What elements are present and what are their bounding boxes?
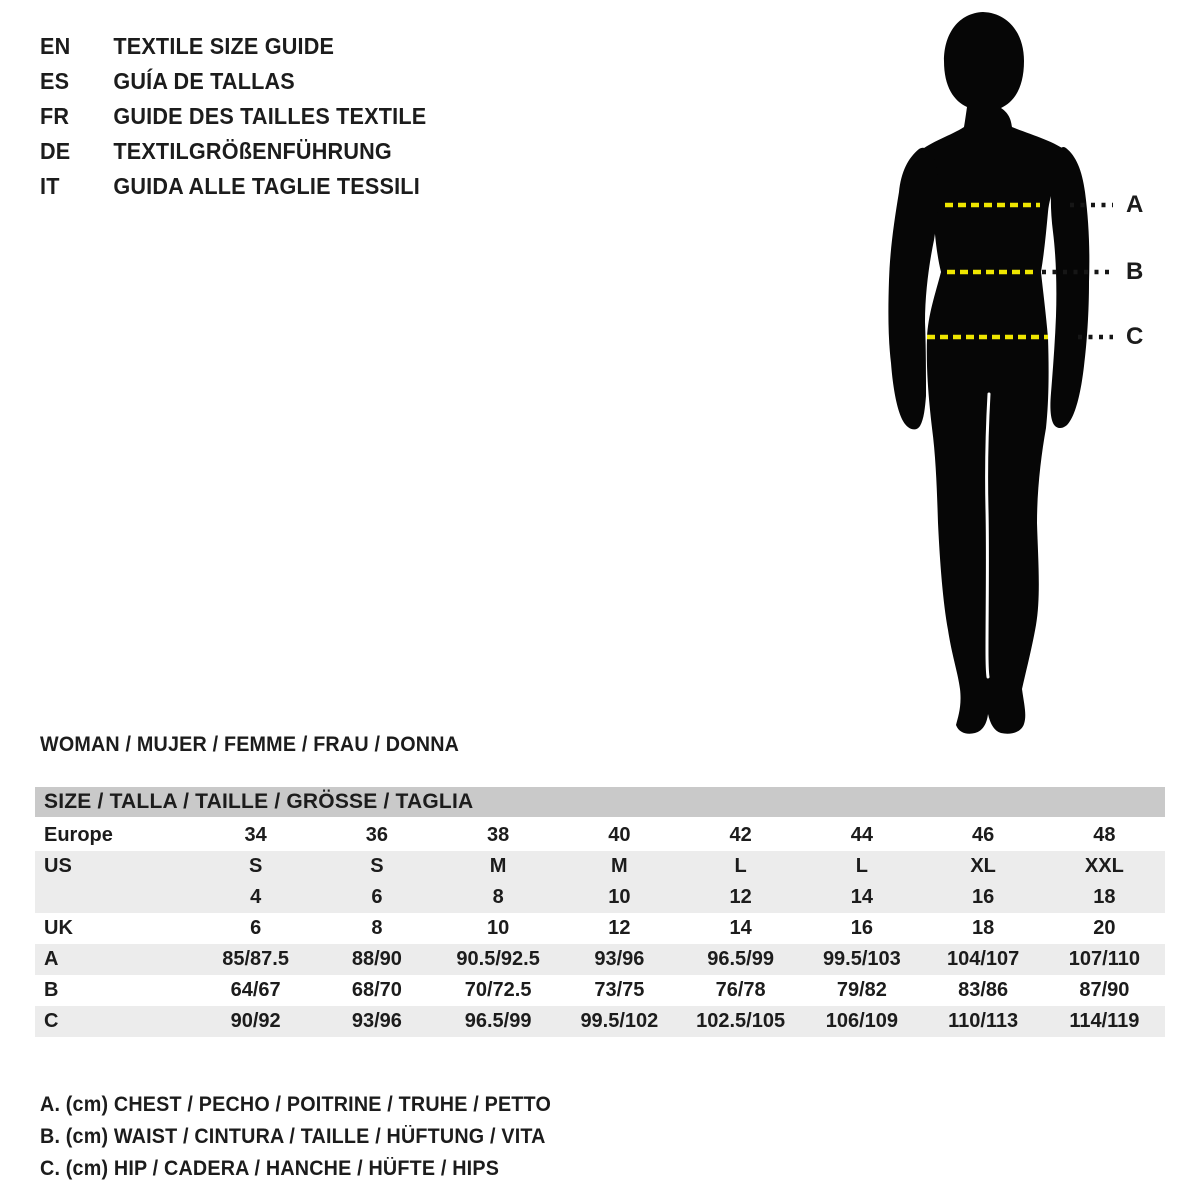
silhouette-right-arm (1050, 147, 1089, 428)
language-row (40, 64, 426, 99)
size-cell: 8 (492, 886, 504, 908)
size-cell: 87/90 (1079, 979, 1130, 1001)
language-title: GUIDE DES TAILLES TEXTILE (113, 103, 427, 129)
language-title-block (40, 29, 451, 204)
size-cell: 16 (850, 917, 873, 939)
table-header: SIZE / TALLA / TAILLE / GRÖSSE / TAGLIA (35, 787, 1165, 817)
size-cell: S (370, 855, 384, 877)
size-cell: 90/92 (230, 1010, 281, 1032)
size-cell: 83/86 (958, 979, 1009, 1001)
language-code: ES (40, 68, 70, 94)
size-cell: 96.5/99 (707, 948, 774, 970)
language-code: DE (40, 138, 71, 164)
size-cell: 96.5/99 (464, 1010, 532, 1032)
table-row (35, 820, 1165, 851)
section-title: WOMAN / MUJER / FEMME / FRAU / DONNA (40, 733, 460, 756)
language-title: TEXTILGRÖßENFÜHRUNG (113, 138, 392, 164)
row-label: Europe (44, 824, 113, 846)
size-cell: 42 (729, 824, 752, 846)
size-cell: 46 (972, 824, 995, 846)
marker-label-hip: C (1126, 323, 1144, 350)
size-cell: 16 (972, 886, 995, 908)
size-cell: M (489, 855, 507, 877)
size-cell: 107/110 (1068, 948, 1140, 970)
size-cell: 6 (250, 917, 262, 939)
size-cell: 102.5/105 (696, 1010, 786, 1032)
size-cell: 6 (371, 886, 383, 908)
size-cell: 110/113 (948, 1010, 1019, 1032)
measurement-legend (40, 1089, 584, 1185)
size-cell: 88/90 (351, 948, 402, 970)
size-cell: 106/109 (825, 1010, 899, 1032)
table-row (35, 851, 1165, 882)
size-cell: 4 (250, 886, 262, 908)
size-cell: 8 (371, 917, 383, 939)
row-label: C (44, 1010, 59, 1032)
size-cell: 18 (1093, 886, 1116, 908)
size-cell: 85/87.5 (222, 948, 289, 970)
language-title: GUÍA DE TALLAS (113, 68, 295, 94)
size-cell: 10 (608, 886, 631, 908)
size-cell: L (734, 855, 747, 877)
size-cell: 93/96 (351, 1010, 402, 1032)
row-label (35, 882, 195, 913)
size-cell: 114/119 (1069, 1010, 1140, 1032)
size-cell: 48 (1093, 824, 1116, 846)
size-cell: 34 (244, 824, 267, 846)
table-row (35, 944, 1165, 975)
size-cell: XXL (1084, 855, 1124, 877)
size-cell: 18 (972, 917, 995, 939)
row-label: US (44, 855, 72, 877)
table-row (35, 913, 1165, 944)
size-cell: 70/72.5 (464, 979, 532, 1001)
row-label: UK (44, 917, 73, 939)
language-row (40, 99, 426, 134)
size-cell: 36 (365, 824, 388, 846)
language-title: GUIDA ALLE TAGLIE TESSILI (113, 173, 420, 199)
language-code: FR (40, 103, 70, 129)
size-cell: 93/96 (594, 948, 645, 970)
marker-label-chest: A (1126, 191, 1144, 218)
size-cell: L (855, 855, 868, 877)
language-row (40, 169, 426, 204)
size-cell: 68/70 (351, 979, 402, 1001)
marker-label-waist: B (1126, 258, 1144, 285)
size-cell: 99.5/103 (822, 948, 901, 970)
size-table (35, 787, 1165, 1037)
size-cell: 12 (729, 886, 752, 908)
size-cell: 64/67 (230, 979, 281, 1001)
size-cell: 79/82 (836, 979, 887, 1001)
silhouette-body (919, 12, 1068, 734)
size-cell: 90.5/92.5 (456, 948, 540, 970)
size-cell: S (248, 855, 263, 877)
table-row (35, 975, 1165, 1006)
size-cell: 12 (608, 917, 631, 939)
size-cell: M (611, 855, 628, 877)
size-cell: 76/78 (715, 979, 766, 1001)
size-cell: 73/75 (594, 979, 645, 1001)
legend-line-waist: B. (cm) WAIST / CINTURA / TAILLE / HÜFTUNG / VITA (40, 1125, 546, 1148)
language-code: EN (40, 33, 71, 59)
table-row (35, 1006, 1165, 1037)
size-cell: 38 (487, 824, 510, 846)
size-cell: 20 (1093, 917, 1116, 939)
size-cell: XL (970, 855, 996, 877)
size-cell: 40 (608, 824, 631, 846)
size-cell: 10 (487, 917, 510, 939)
size-cell: 104/107 (946, 948, 1020, 970)
language-row (40, 29, 426, 64)
size-cell: 44 (850, 824, 873, 846)
size-cell: 99.5/102 (580, 1010, 659, 1032)
language-row (40, 134, 426, 169)
legend-line-hip: C. (cm) HIP / CADERA / HANCHE / HÜFTE / HIPS (40, 1157, 500, 1180)
size-cell: 14 (850, 886, 873, 908)
row-label: A (44, 948, 59, 970)
language-code: IT (40, 173, 60, 199)
legend-line-chest: A. (cm) CHEST / PECHO / POITRINE / TRUHE / PETTO (40, 1093, 551, 1116)
table-row (35, 882, 1165, 913)
table-body (35, 820, 1165, 1037)
row-label: B (44, 979, 59, 1001)
size-cell: 14 (729, 917, 752, 939)
language-title: TEXTILE SIZE GUIDE (113, 33, 335, 59)
woman-silhouette-figure (880, 0, 1200, 740)
